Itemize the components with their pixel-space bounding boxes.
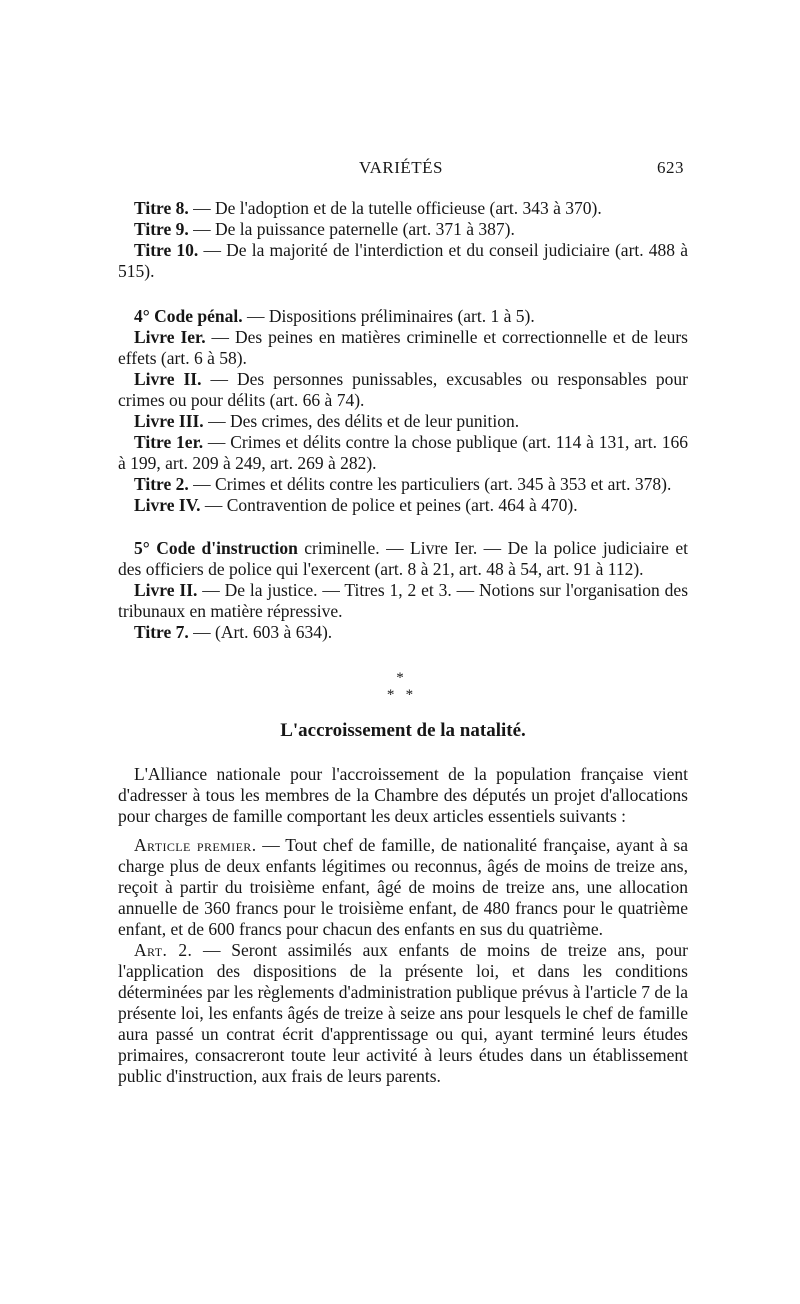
list-item — [118, 538, 688, 580]
list-item — [118, 622, 688, 643]
list-item — [118, 495, 688, 516]
item-lead: Livre II. — [134, 580, 198, 600]
item-text: — (Art. 603 à 634). — [188, 622, 333, 642]
list-item — [118, 198, 688, 219]
item-text: — Dispositions préliminaires (art. 1 à 5). — [242, 306, 535, 326]
page-number: 623 — [657, 158, 684, 177]
list-item — [118, 240, 688, 282]
code-civil-list — [118, 198, 688, 282]
code-penal-list — [118, 306, 688, 516]
asterism-divider — [0, 670, 800, 704]
item-lead: Livre II. — [134, 369, 202, 389]
item-text: — Des peines en matières criminelle et correctionnelle et de leurs effets (art. 6 à 58). — [118, 327, 688, 368]
article-paragraph — [118, 940, 688, 1087]
list-item — [118, 411, 688, 432]
asterism-top: * — [396, 670, 404, 686]
item-lead: Titre 7. — [134, 622, 189, 642]
list-item — [118, 432, 688, 474]
item-text: criminelle. — Livre Ier. — De la police judiciaire et des officiers de police qui l'exercent (art. 8 à 21, art. 48 à 54, art. 91 à 112). — [118, 538, 688, 579]
list-item — [118, 369, 688, 411]
item-text: — Crimes et délits contre les particuliers (art. 345 à 353 et art. 378). — [188, 474, 672, 494]
item-text: — Contravention de police et peines (art. 464 à 470). — [200, 495, 578, 515]
code-instruction-list — [118, 538, 688, 643]
item-text: — Des personnes punissables, excusables ou responsables pour crimes ou pour délits (art. 66 à 74). — [118, 369, 688, 410]
list-item — [118, 580, 688, 622]
item-lead: Titre 1er. — [134, 432, 204, 452]
item-lead: Titre 8. — [134, 198, 189, 218]
article-text: — Tout chef de famille, de nationalité française, ayant à sa charge plus de deux enfants légitimes ou reconnus, âgés de moins de treize ans, reçoit à partir du troisième enfant, âgé de moins de treize ans, une allocation annuelle de 360 francs pour le troisième enfant, de 480 francs pour le quatrième enfant, et de 600 francs pour chacun des enfants en sus du quatrième. — [118, 835, 688, 939]
item-lead: 5° Code d'instruction — [134, 538, 298, 558]
item-lead: Titre 10. — [134, 240, 199, 260]
item-lead: Livre Ier. — [134, 327, 206, 347]
list-item — [118, 219, 688, 240]
article-lead: Article premier. — [134, 835, 257, 855]
article-lead: Art. 2. — [134, 940, 193, 960]
item-lead: Titre 2. — [134, 474, 189, 494]
natalite-body — [118, 764, 688, 1087]
list-item — [118, 306, 688, 327]
article-text: — Seront assimilés aux enfants de moins de treize ans, pour l'application des dispositions de la présente loi, et dans les conditions déterminées par les règlements d'administration publique prévus à l'article 7 de la présente loi, les enfants âgés de treize à seize ans pour lesquels le chef de famille aura passé un contrat écrit d'apprentissage ou qui, ayant terminé leurs études primaires, consacreront toute leur activité à leurs études dans un établissement public d'instruction, aux frais de leurs parents. — [118, 940, 688, 1086]
list-item — [118, 327, 688, 369]
item-lead: 4° Code pénal. — [134, 306, 243, 326]
item-text: — De l'adoption et de la tutelle officieuse (art. 343 à 370). — [188, 198, 602, 218]
intro-paragraph: L'Alliance nationale pour l'accroissement de la population française vient d'adresser à tous les membres de la Chambre des députés un projet d'allocations pour charges de famille comportant les deux articles essentiels suivants : — [118, 764, 688, 826]
item-text: — De la justice. — Titres 1, 2 et 3. — Notions sur l'organisation des tribunaux en matière répressive. — [118, 580, 688, 621]
item-lead: Titre 9. — [134, 219, 189, 239]
item-text: — De la majorité de l'interdiction et du conseil judiciaire (art. 488 à 515). — [118, 240, 688, 281]
item-text: — Des crimes, des délits et de leur punition. — [203, 411, 520, 431]
running-head-title: VARIÉTÉS — [359, 158, 443, 177]
item-text: — Crimes et délits contre la chose publique (art. 114 à 131, art. 166 à 199, art. 209 à 249, art. 269 à 282). — [118, 432, 688, 473]
section-title: L'accroissement de la natalité. — [280, 720, 526, 741]
asterism-bottom: * * — [386, 687, 414, 703]
item-lead: Livre III. — [134, 411, 204, 431]
item-text: — De la puissance paternelle (art. 371 à 387). — [188, 219, 515, 239]
article-paragraph — [118, 835, 688, 940]
item-lead: Livre IV. — [134, 495, 201, 515]
list-item — [118, 474, 688, 495]
